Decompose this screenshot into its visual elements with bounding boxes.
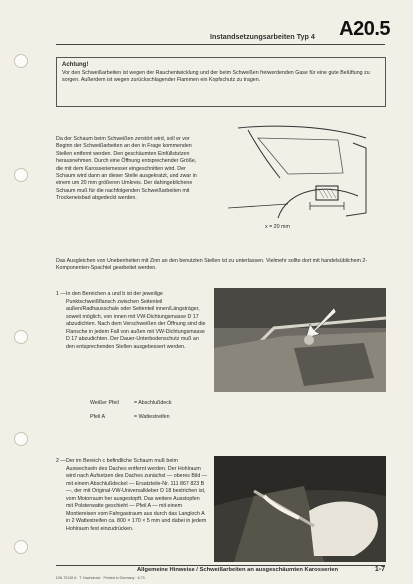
binder-hole [14, 168, 28, 182]
section-code: A20.5 [339, 18, 390, 40]
legend-value: = Abschlußdeck [134, 400, 172, 406]
header-rule [56, 44, 385, 45]
footer-title: Allgemeine Hinweise / Schweißarbeiten an ausgeschäumten Karosserien [137, 567, 339, 573]
item-text: Der im Bereich c befindliche Schaum muß beim Auswechseln des Daches entfernt werden. Der Hohlraum wird nach Aufsetzen des Daches zunächst — oberes Bild — mit einem Abschlußdeckel — Ersatzteile-Nr. 111 867 823 B —, der mit Original-VW-Universalkleber D 18 bestrichen ist, vom Motorraum her ausgestopft. Das weitere Ausstopfen mit Polsterwatte geschieht — Pfeil A — mit einem Montiereisen vom Fahrgastraum aus durch das Langloch A in 2 Wattestreifen ca. 800 × 170 × 5 mm und dabei in jedem Hohlraum fest einzudrücken. [66, 458, 208, 532]
page-number: 1-7 [374, 566, 385, 573]
binder-hole [14, 330, 28, 344]
figure-caption: x = 20 mm [265, 224, 290, 230]
warning-text: Vor den Schweißarbeiten ist wegen der Rauchentwicklung und der beim Schweißen freiwerdenden Gase für eine gute Belüftung zu sorgen. Außerdem ist wegen zurückschlagender Flammen ein Kopfschutz zu tragen. [62, 70, 370, 84]
note-paragraph: Das Ausgleichen von Unebenheiten mit Zinn an den benutzten Stellen ist zu unterlassen. Vielmehr sollte dort mit handelsüblichem 2-Komponenten-Spachtel gearbeitet werden. [56, 258, 368, 272]
print-info: DIN 70128 A · T. Nachdruck · Printed in Germany · 6.73 [56, 576, 145, 580]
binder-hole [14, 540, 28, 554]
binder-hole [14, 54, 28, 68]
intro-paragraph: Da der Schaum beim Schweißen zerstört wird, soll er vor Beginn der Schweißarbeiten an den in Frage kommenden Stellen entfernt werden. Den geschäumten Einfüllstutzen herausnehmen. Durch eine Öffnung entsprechender Größe, die mit dem Karosseriemesser eingeschnitten wird. Der Schaum wird dann an dieser Stelle ausgekratzt, und zwar in einem um 20 mm größeren Umkreis. Der dahingeblichene Schaum muß für die nachfolgenden Schweißarbeiten mit Trockeneisbad abgedeckt werden. [56, 136, 197, 202]
legend-label: Pfeil A [90, 414, 106, 420]
warning-box [56, 57, 386, 107]
footer-rule [56, 565, 385, 566]
legend-label: Weißer Pfeil [90, 400, 119, 406]
legend-value: = Wattestreifen [134, 414, 170, 420]
item-number: 2 — [56, 458, 66, 464]
binder-hole [14, 432, 28, 446]
header-title: Instandsetzungsarbeiten Typ 4 [210, 32, 315, 41]
page-header [210, 18, 390, 43]
item-text: In den Bereichen a und b ist der jeweilige Punktschweißflansch zwischen Seitenteil außen/Radhausschale oder Seitenteil innen/Längsträger, soweit möglich, von innen mit VW-Dichtungsmasse D 17 abzudichten. Nach dem Verschweißen der Öffnung sind die Flansche in jedem Fall von außen mit VW-Dichtungsmasse D 17 abzudichten. Der Dauer-Unterbodenschutz muß an den entsprechenden Stellen ausgebessert werden. [66, 291, 206, 350]
warning-title: Achtung! [62, 62, 89, 68]
car-body-diagram [218, 118, 368, 220]
diagram-background [218, 118, 368, 220]
plug-highlight [304, 335, 314, 345]
photo-shadow [214, 288, 386, 328]
item-number: 1 — [56, 291, 66, 297]
photo-wadding-insertion [214, 456, 386, 562]
photo-interior-sill [214, 288, 386, 392]
